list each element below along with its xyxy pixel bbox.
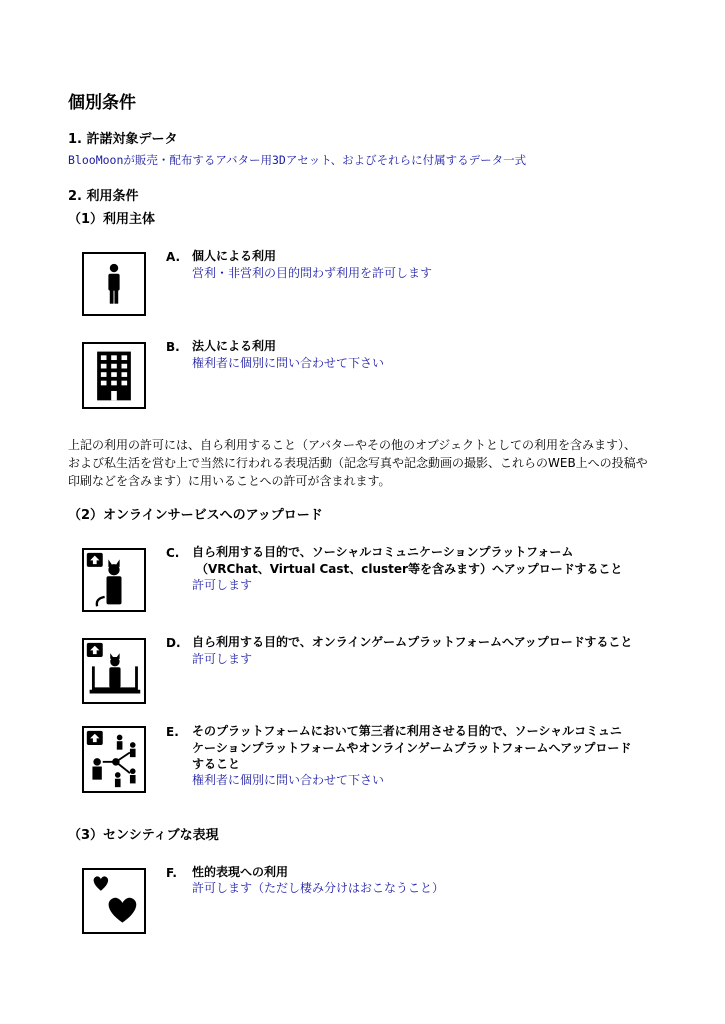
item-status: 許可します（ただし棲み分けはおこなうこと） bbox=[192, 881, 445, 895]
item-status: 許可します bbox=[192, 578, 253, 592]
page-title: 個別条件 bbox=[68, 93, 136, 113]
item-title-line: （VRChat、Virtual Cast、cluster等を含みます）へアップロードすること bbox=[196, 562, 623, 576]
item-title: 法人による利用 bbox=[192, 339, 277, 353]
paragraph-line: 上記の利用の許可には、自ら利用すること（アバターやその他のオブジェクトとしての利用を含みます）、 bbox=[68, 438, 636, 452]
item-title: 性的表現への利用 bbox=[192, 865, 289, 879]
item-letter: D. bbox=[166, 636, 181, 650]
hearts-icon bbox=[82, 868, 146, 934]
paragraph-line: 印刷などを含みます）に用いることへの許可が含まれます。 bbox=[68, 474, 391, 488]
usage-note-paragraph bbox=[68, 436, 668, 490]
subsection-online-upload: （2）オンラインサービスへのアップロード bbox=[68, 508, 323, 523]
share-icon bbox=[82, 726, 146, 793]
upload-game-icon bbox=[82, 638, 146, 704]
item-status: 権利者に個別に問い合わせて下さい bbox=[192, 356, 385, 370]
section2-title: 2. 利用条件 bbox=[68, 189, 139, 204]
paragraph-line: および私生活を営む上で当然に行われる表現活動（記念写真や記念動画の撮影、これらのWEB上への投稿や bbox=[68, 456, 648, 470]
item-letter: F. bbox=[166, 866, 177, 880]
item-title-line: ケーションプラットフォームやオンラインゲームプラットフォームへアップロード bbox=[192, 741, 632, 755]
item-status: 権利者に個別に問い合わせて下さい bbox=[192, 773, 385, 787]
building-icon bbox=[82, 342, 146, 409]
section1-title: 1. 許諾対象データ bbox=[68, 132, 178, 147]
item-title-line: そのプラットフォームにおいて第三者に利用させる目的で、ソーシャルコミュニ bbox=[192, 724, 622, 738]
item-title: 個人による利用 bbox=[192, 249, 277, 263]
subsection-sensitive-expression: （3）センシティブな表現 bbox=[68, 828, 219, 843]
item-title: 自ら利用する目的で、オンラインゲームプラットフォームへアップロードすること bbox=[192, 635, 633, 649]
section1-body: BlooMoonが販売・配布するアバター用3Dアセット、およびそれらに付属するデータ一式 bbox=[68, 153, 527, 167]
item-status: 営利・非営利の目的問わず利用を許可します bbox=[192, 266, 433, 280]
item-letter: C. bbox=[166, 546, 180, 560]
item-status: 許可します bbox=[192, 652, 253, 666]
item-letter: E. bbox=[166, 725, 179, 739]
item-letter: B. bbox=[166, 340, 180, 354]
person-icon bbox=[82, 252, 146, 316]
item-letter: A. bbox=[166, 250, 181, 264]
upload-avatar-icon bbox=[82, 548, 146, 612]
item-title-line: 自ら利用する目的で、ソーシャルコミュニケーションプラットフォーム bbox=[192, 545, 574, 559]
subsection-usage-subject: （1）利用主体 bbox=[68, 212, 156, 227]
item-title-line: すること bbox=[192, 757, 241, 771]
